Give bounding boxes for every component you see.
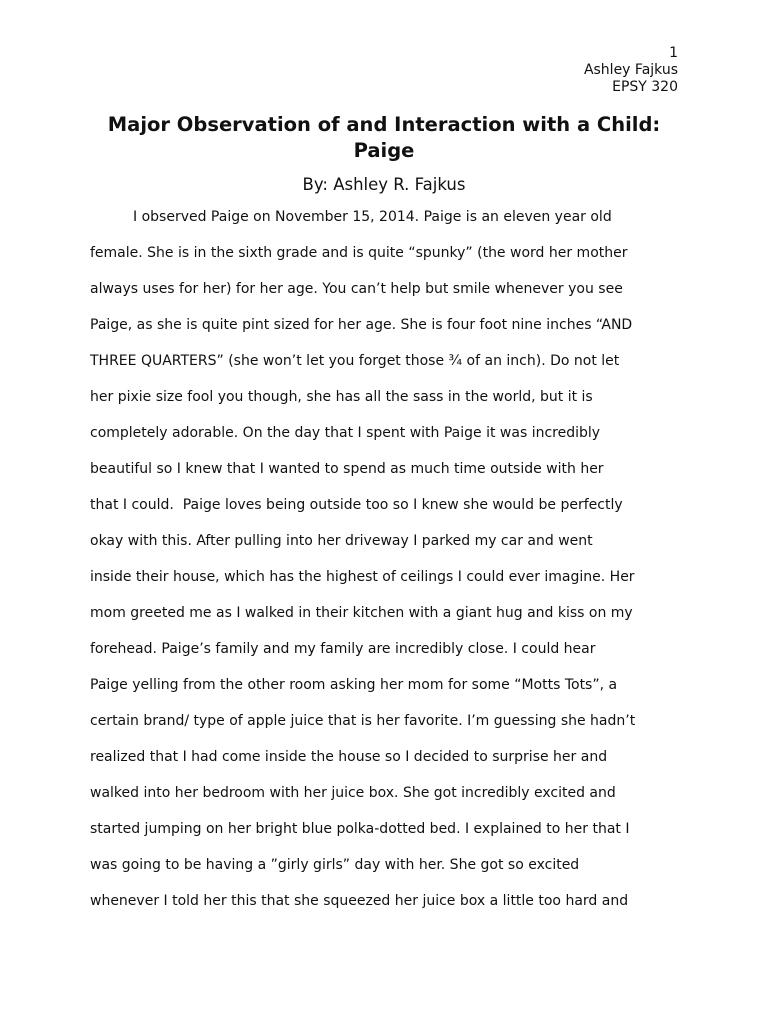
byline: By: Ashley R. Fajkus [302, 175, 466, 194]
body-line: completely adorable. On the day that I spent with Paige it was incredibly [90, 425, 601, 441]
header-course: EPSY 320 [612, 79, 678, 95]
body-line: realized that I had come inside the house so I decided to surprise her and [90, 749, 608, 765]
body-line: forehead. Paige’s family and my family are incredibly close. I could hear [90, 641, 596, 657]
title-line-2: Paige [353, 139, 415, 162]
body-line: certain brand/ type of apple juice that is her favorite. I’m guessing she hadn’t [90, 713, 636, 729]
body-paragraph [90, 202, 690, 922]
body-line: was going to be having a ”girly girls” day with her. She got so excited [90, 857, 580, 873]
body-line: I observed Paige on November 15, 2014. Paige is an eleven year old [133, 209, 612, 225]
body-line: her pixie size fool you though, she has all the sass in the world, but it is [90, 389, 593, 405]
body-line: that I could. Paige loves being outside too so I knew she would be perfectly [90, 497, 623, 513]
page-header [584, 45, 678, 96]
body-line: started jumping on her bright blue polka-dotted bed. I explained to her that I [90, 821, 630, 837]
page-number: 1 [669, 45, 678, 61]
body-line: Paige, as she is quite pint sized for her age. She is four foot nine inches “AND [90, 317, 633, 333]
header-author: Ashley Fajkus [583, 62, 678, 78]
body-line: always uses for her) for her age. You can’t help but smile whenever you see [90, 281, 623, 297]
body-line: whenever I told her this that she squeezed her juice box a little too hard and [90, 893, 629, 909]
body-line: walked into her bedroom with her juice box. She got incredibly excited and [90, 785, 616, 801]
body-line: okay with this. After pulling into her driveway I parked my car and went [90, 533, 593, 549]
body-line: inside their house, which has the highest of ceilings I could ever imagine. Her [90, 569, 635, 585]
body-line: THREE QUARTERS” (she won’t let you forget those ¾ of an inch). Do not let [90, 353, 620, 369]
body-line: mom greeted me as I walked in their kitchen with a giant hug and kiss on my [90, 605, 633, 621]
body-line: beautiful so I knew that I wanted to spend as much time outside with her [90, 461, 604, 477]
title-line-1: Major Observation of and Interaction with a Child: [107, 113, 661, 136]
body-line: Paige yelling from the other room asking her mom for some “Motts Tots”, a [90, 677, 618, 693]
document-title [90, 112, 678, 164]
body-line: female. She is in the sixth grade and is quite “spunky” (the word her mother [90, 245, 628, 261]
